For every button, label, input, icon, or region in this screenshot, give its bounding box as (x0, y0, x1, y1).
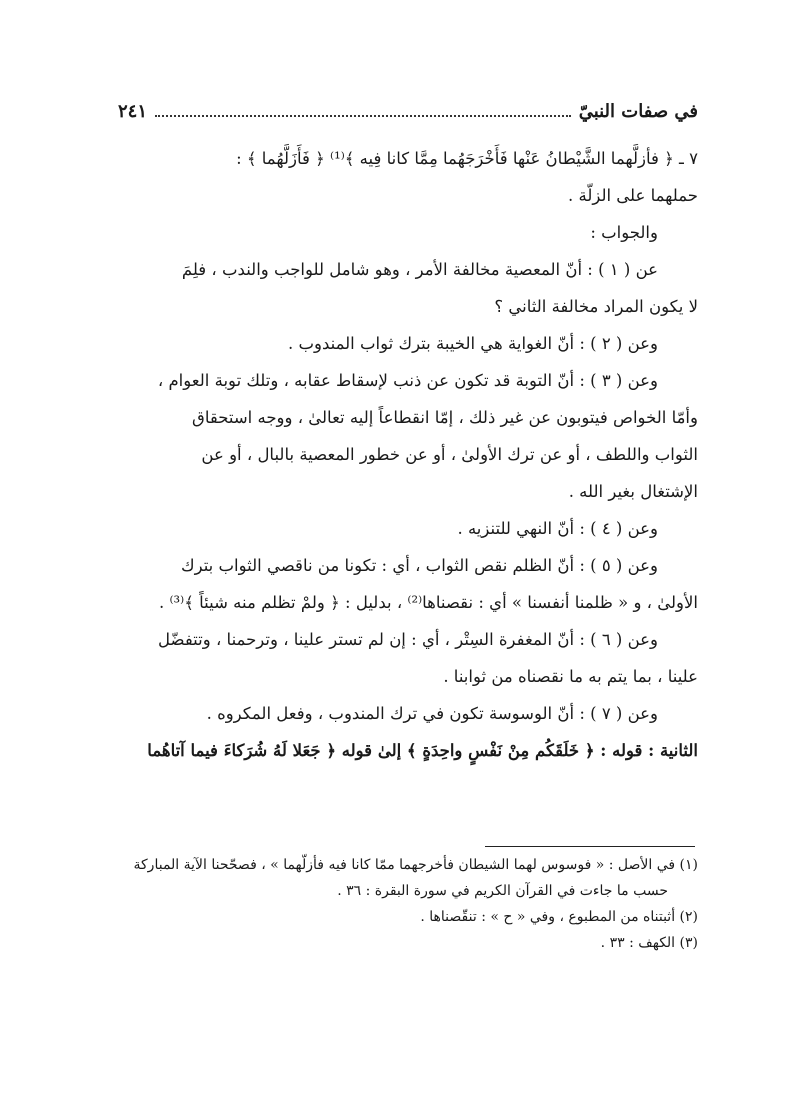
answer-heading: والجواب : (590, 223, 658, 242)
text-line: حملهما على الزلّة . (567, 186, 698, 205)
text-line: وعن ( ٥ ) : أنّ الظلم نقص الثواب ، أي : تكونا من ناقصي الثواب بترك (181, 556, 658, 575)
text-line: وعن ( ٣ ) : أنّ التوبة قد تكون عن ذنب لإسقاط عقابه ، وتلك توبة العوام ، (157, 371, 658, 390)
text-line: الثانية : قوله : ﴿ خَلَقَكُم مِنْ نَفْسٍ واحِدَةٍ ﴾ إلىٰ قوله ﴿ جَعَلا لَهُ شُرَكاءَ فيما آتاهُما (147, 741, 698, 760)
page-number: ٢٤١ (118, 100, 148, 122)
dot-leader (155, 105, 571, 117)
footnotes (118, 852, 698, 956)
main-text (118, 140, 698, 769)
paragraph-7-line: ٧ ـ ﴿ فأزلَّهما الشَّيْطانُ عَنْها فَأَخْرَجَهُما مِمَّا كانا فِيه ﴾⁽¹⁾ ﴿ فَأَزَلَّهُما ﴾ : (236, 149, 698, 168)
footnote-1: (١) في الأصل : « فوسوس لهما الشيطان فأخرجهما ممّا كانا فيه فأزلّهما » ، فصحّحنا الآية المباركة (133, 857, 698, 873)
text-line: عن ( ١ ) : أنّ المعصية مخالفة الأمر ، وهو شامل للواجب والندب ، فلِمَ (181, 260, 658, 279)
text-line: وعن ( ٤ ) : أنّ النهي للتنزيه . (457, 519, 658, 538)
text-line: لا يكون المراد مخالفة الثاني ؟ (494, 297, 698, 316)
text-line: علينا ، بما يتم به ما نقصناه من ثوابنا . (443, 667, 698, 686)
text-line: وعن ( ٢ ) : أنّ الغواية هي الخيبة بترك ثواب المندوب . (287, 334, 658, 353)
text-line: الأولىٰ ، و « ظلمنا أنفسنا » أي : نقصناها⁽²⁾ ، بدليل : ﴿ ولمْ تظلم منه شيئاً ﴾⁽³⁾ . (158, 593, 698, 612)
text-line: الثواب واللطف ، أو عن ترك الأولىٰ ، أو عن خطور المعصية بالبال ، أو عن (201, 445, 698, 464)
footnote-1-continuation: حسب ما جاءت في القرآن الكريم في سورة البقرة : ٣٦ . (337, 883, 668, 899)
footnote-separator (485, 846, 695, 847)
text-line: وأمّا الخواص فيتوبون عن غير ذلك ، إمّا انقطاعاً إليه تعالىٰ ، ووجه استحقاق (192, 408, 698, 427)
header-title: في صفات النبيّ (578, 100, 698, 122)
text-line: وعن ( ٧ ) : أنّ الوسوسة تكون في ترك المندوب ، وفعل المكروه . (206, 704, 658, 723)
text-line: الإشتغال بغير الله . (568, 482, 698, 501)
footnote-3: (٣) الكهف : ٣٣ . (600, 935, 698, 951)
running-header (118, 96, 698, 126)
text-line: وعن ( ٦ ) : أنّ المغفرة السِتْر ، أي : إن لم تستر علينا ، وترحمنا ، وتتفضّل (158, 630, 658, 649)
footnote-2: (٢) أثبتناه من المطبوع ، وفي « ح » : تنقّصناها . (420, 909, 698, 925)
